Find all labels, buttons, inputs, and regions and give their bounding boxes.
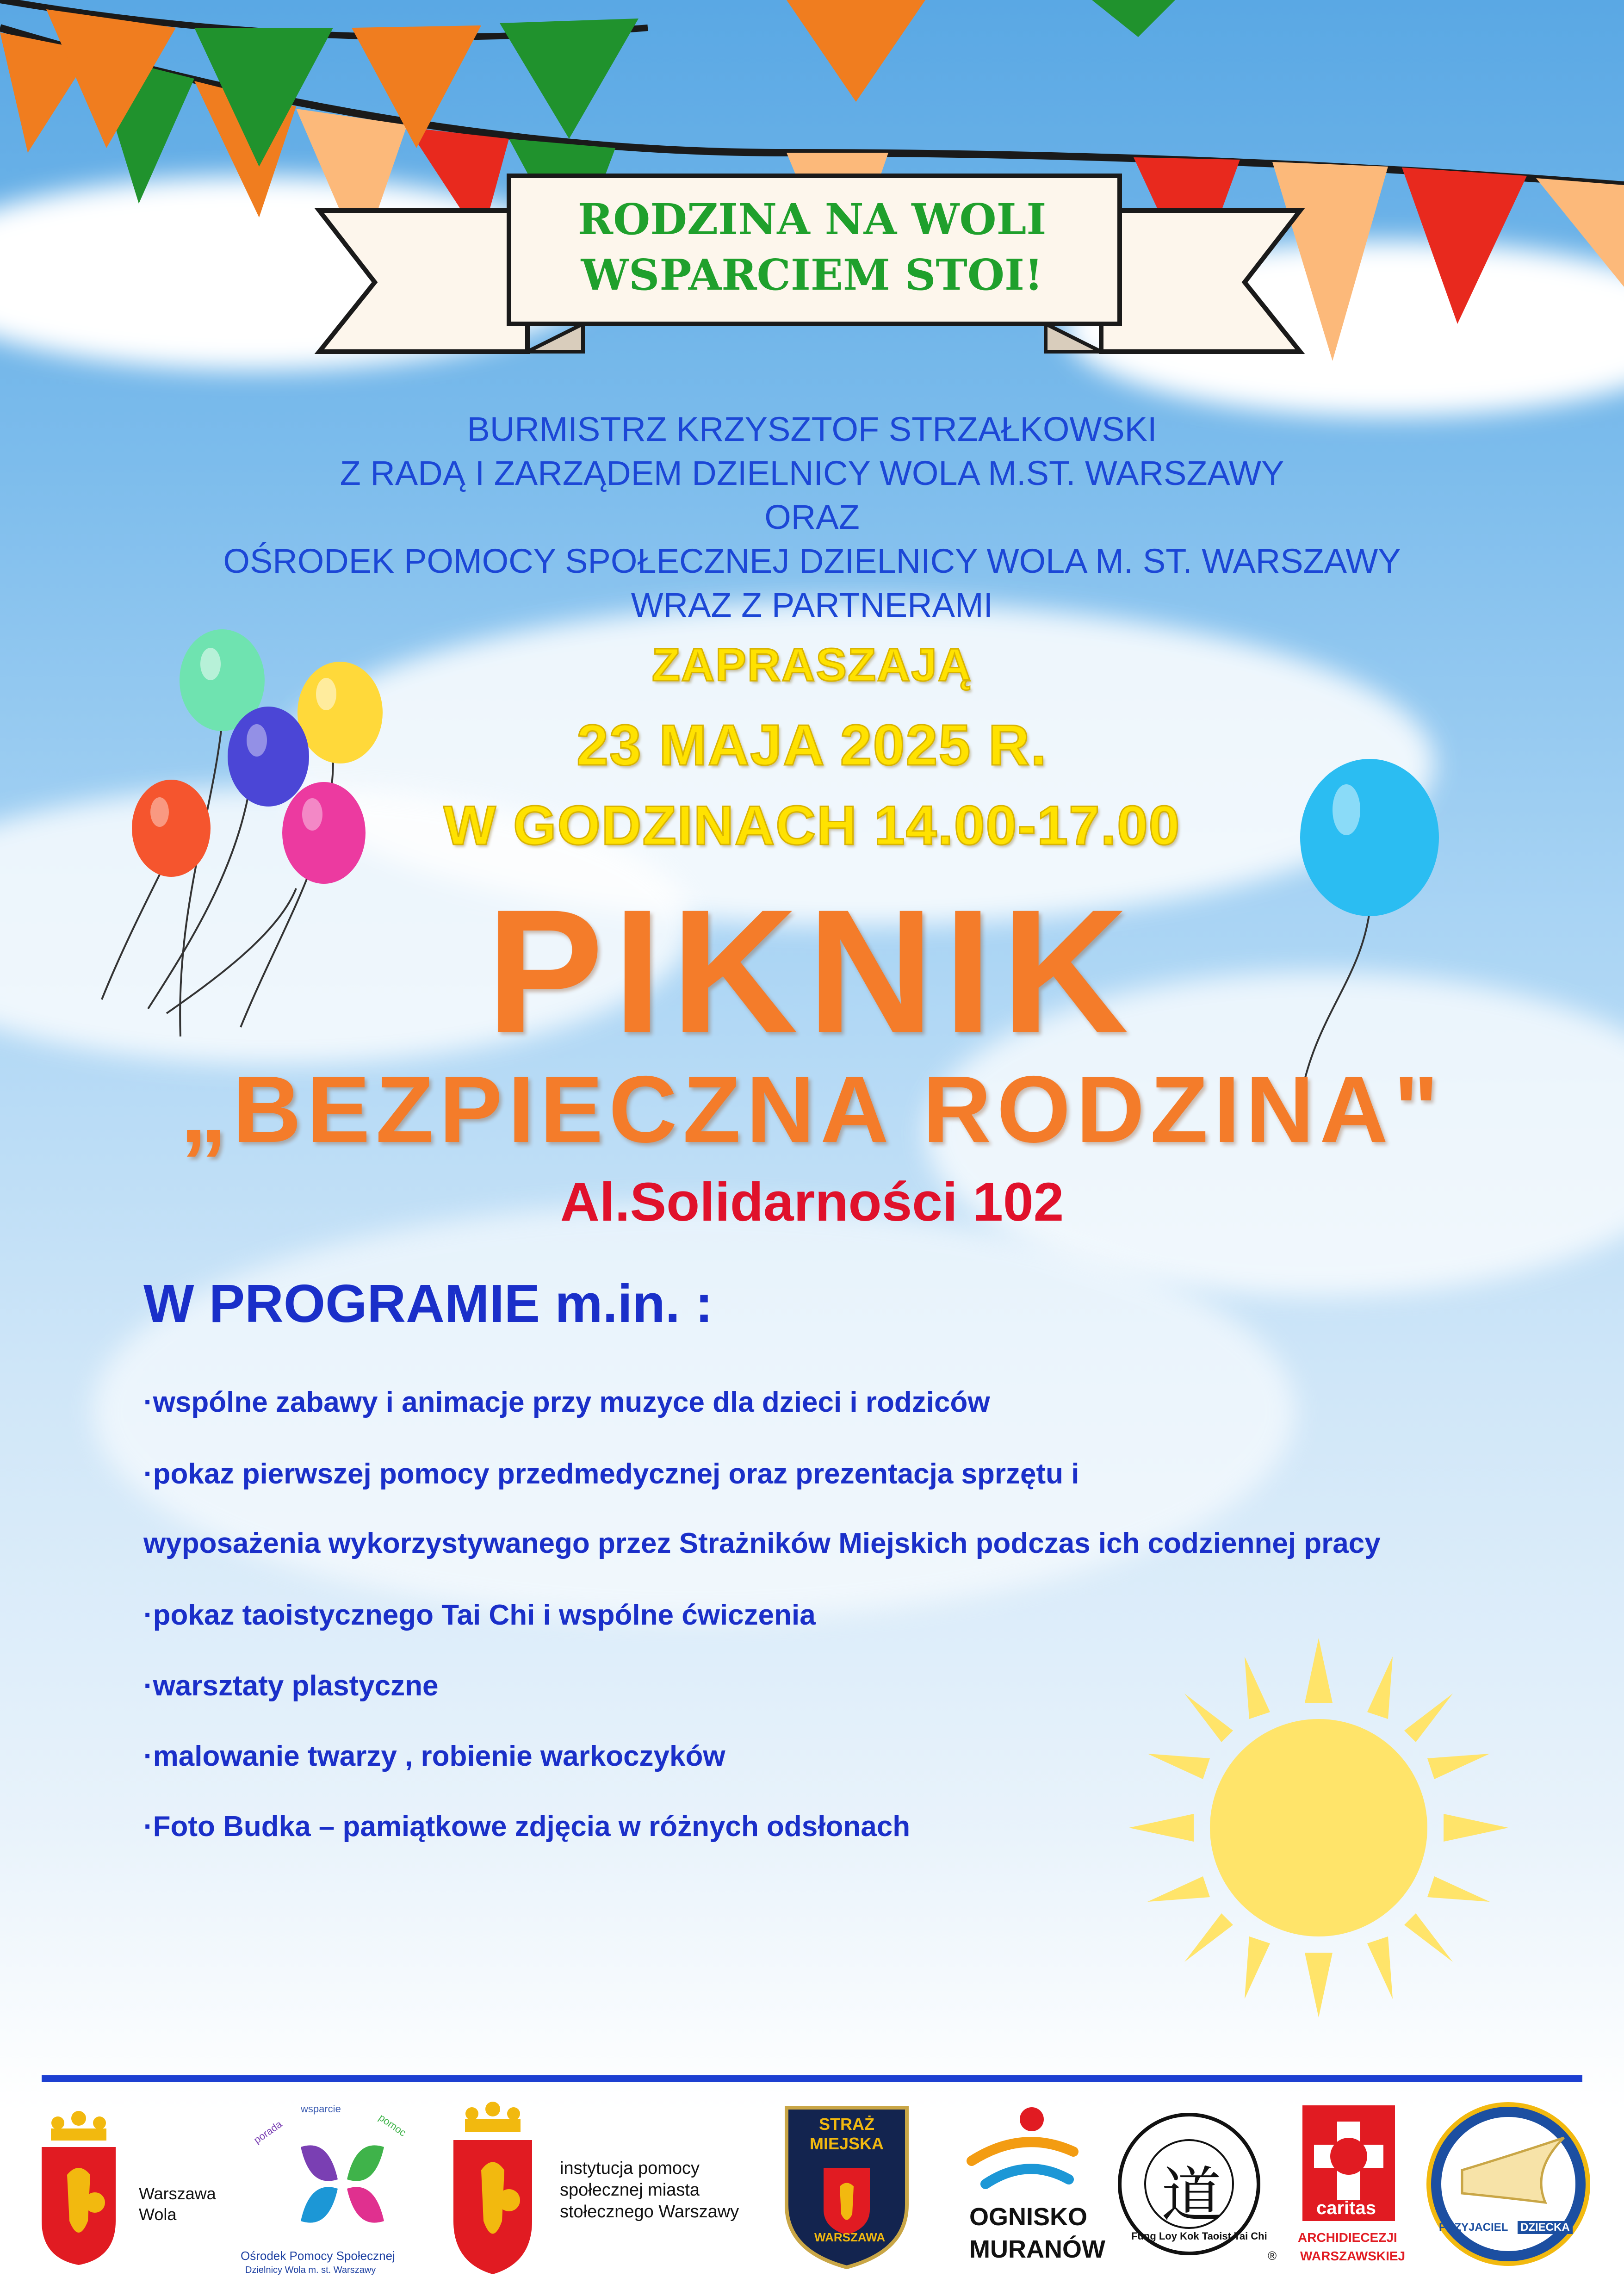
event-subtitle: „BEZPIECZNA RODZINA"	[180, 1056, 1444, 1162]
institution-line-2: społecznej miasta	[560, 2180, 700, 2200]
ops-logo-icon	[273, 2128, 412, 2240]
fung-loy-registered: ®	[1268, 2249, 1277, 2263]
ops-word-3: pomoc	[377, 2111, 409, 2139]
warszawa-wola-line-2: Wola	[139, 2205, 177, 2224]
program-item: ·warsztaty plastyczne	[143, 1670, 439, 1702]
program-item: wyposażenia wykorzystywanego przez Strażników Miejskich podczas ich codziennej pracy	[143, 1527, 1381, 1559]
warszawa-crest-icon	[444, 2101, 541, 2277]
caritas-line-2: WARSZAWSKIEJ	[1300, 2249, 1406, 2263]
program-item: ·wspólne zabawy i animacje przy muzyce dla dzieci i rodziców	[143, 1386, 990, 1418]
warszawa-wola-line-1: Warszawa	[139, 2184, 216, 2203]
przyjaciel-word-1: PRZYJACIEL	[1439, 2221, 1508, 2234]
organizer-line-1: BURMISTRZ KRZYSZTOF STRZAŁKOWSKI	[467, 410, 1157, 448]
fung-loy-ring-text: Fung Loy Kok Taoist Tai Chi	[1131, 2230, 1267, 2242]
program-item: ·pokaz pierwszej pomocy przedmedycznej oraz prezentacja sprzętu i	[143, 1458, 1079, 1490]
ops-word-1: porada	[251, 2118, 285, 2146]
event-address: Al.Solidarności 102	[560, 1172, 1064, 1233]
straz-mid: MIEJSKA	[810, 2134, 884, 2153]
straz-bottom: WARSZAWA	[814, 2230, 886, 2244]
banner-line-2: WSPARCIEM STOI!	[581, 250, 1043, 300]
program-item: ·pokaz taoistycznego Tai Chi i wspólne ćwiczenia	[143, 1599, 816, 1631]
ops-name-2: Dzielnicy Wola m. st. Warszawy	[245, 2265, 376, 2275]
event-title: PIKNIK	[486, 873, 1138, 1069]
ops-name-1: Ośrodek Pomocy Społecznej	[241, 2249, 395, 2263]
fung-loy-glyph: 道	[1161, 2160, 1222, 2230]
program-item: ·Foto Budka – pamiątkowe zdjęcia w różnych odsłonach	[143, 1811, 911, 1843]
caritas-line-1: ARCHIDIECEZJI	[1298, 2230, 1397, 2245]
przyjaciel-word-2: DZIECKA	[1518, 2221, 1573, 2234]
program-heading: W PROGRAMIE m.in. :	[143, 1273, 713, 1334]
warszawa-coat-of-arms-icon	[32, 2110, 125, 2267]
ognisko-line-1: OGNISKO	[969, 2203, 1088, 2231]
event-hours: W GODZINACH 14.00-17.00	[443, 794, 1181, 856]
organizer-line-3: ORAZ	[764, 498, 860, 536]
przyjaciel-dziecka-logo-icon	[1425, 2101, 1592, 2267]
footer-divider	[42, 2075, 1582, 2082]
caritas-name: caritas	[1316, 2198, 1376, 2218]
sun-icon	[1110, 1620, 1527, 2036]
organizer-line-2: Z RADĄ I ZARZĄDEM DZIELNICY WOLA M.ST. WARSZAWY	[340, 454, 1284, 492]
ops-word-2: wsparcie	[301, 2103, 341, 2115]
program-item: ·malowanie twarzy , robienie warkoczyków	[143, 1740, 725, 1772]
institution-line-3: stołecznego Warszawy	[560, 2202, 739, 2222]
straz-top: STRAŻ	[819, 2115, 874, 2134]
banner-line-1: RODZINA NA WOLI	[577, 194, 1047, 244]
ognisko-line-2: MURANÓW	[969, 2235, 1105, 2263]
institution-line-1: instytucja pomocy	[560, 2159, 700, 2178]
organizer-line-4: OŚRODEK POMOCY SPOŁECZNEJ DZIELNICY WOLA M. ST. WARSZAWY	[223, 542, 1401, 580]
organizer-line-5: WRAZ Z PARTNERAMI	[631, 586, 993, 624]
invite-line: ZAPRASZAJĄ	[651, 639, 973, 691]
ognisko-muranow-logo-icon	[958, 2101, 1087, 2203]
event-date: 23 MAJA 2025 R.	[576, 714, 1048, 777]
